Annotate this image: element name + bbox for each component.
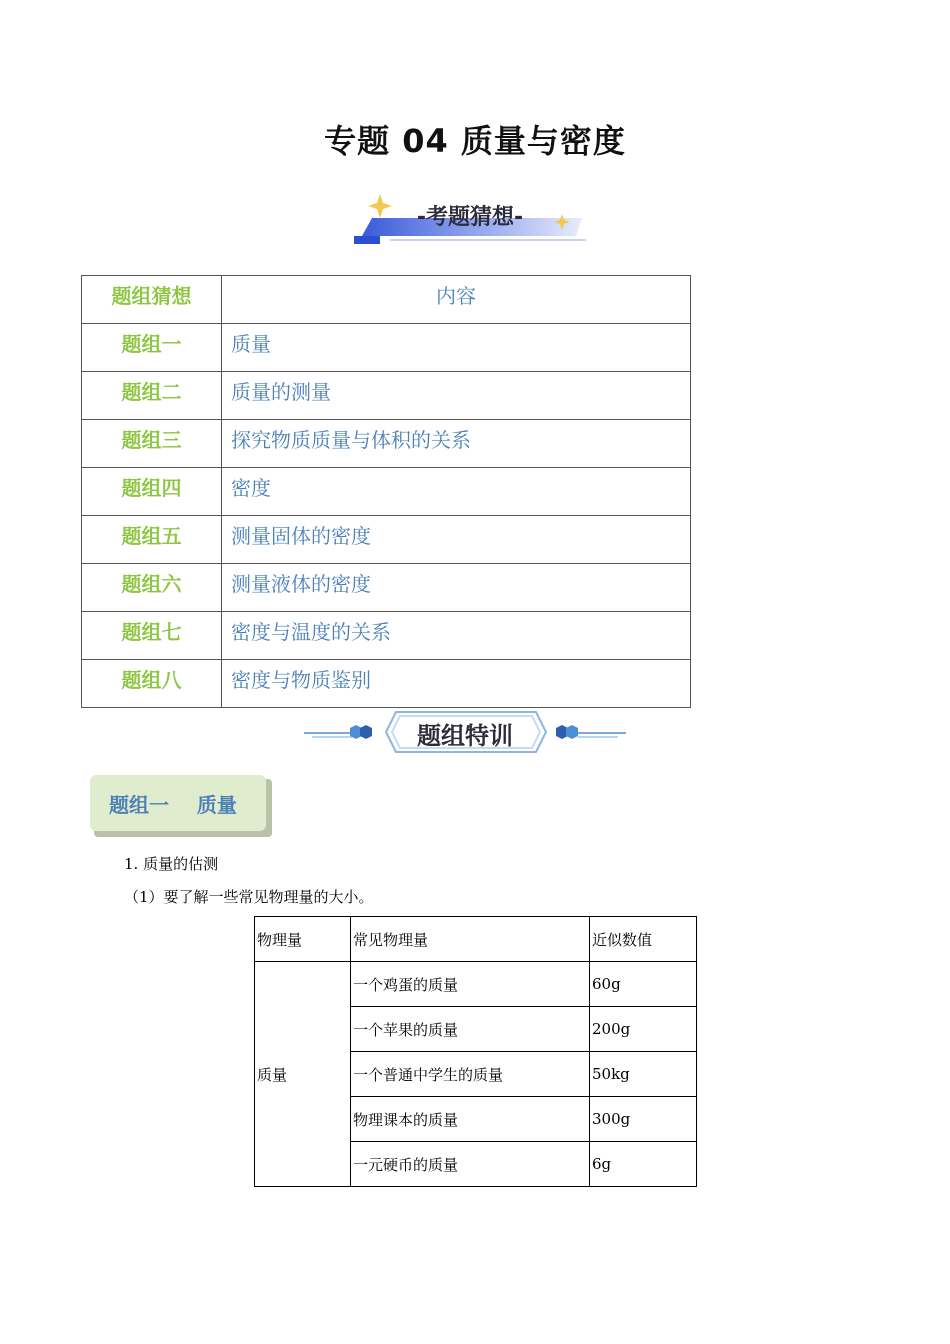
table-row	[82, 516, 691, 564]
item-cell: 物理课本的质量	[351, 1097, 590, 1142]
table-row	[82, 324, 691, 372]
table-row	[82, 420, 691, 468]
item-cell: 一个苹果的质量	[351, 1007, 590, 1052]
item-cell: 一个鸡蛋的质量	[351, 962, 590, 1007]
banner-group-training-label: 题组特训	[417, 722, 513, 750]
item-cell: 一个普通中学生的质量	[351, 1052, 590, 1097]
table-row	[82, 612, 691, 660]
value-cell: 6g	[590, 1142, 697, 1187]
value-cell: 300g	[590, 1097, 697, 1142]
paragraph-mass-estimation: 1. 质量的估测	[124, 855, 219, 873]
quantity-table-header	[255, 917, 697, 962]
section-tab	[90, 775, 272, 837]
content-cell: 密度	[222, 468, 691, 516]
content-cell: 质量的测量	[222, 372, 691, 420]
section-tab-label: 题组一 质量	[109, 793, 237, 817]
table-row	[82, 564, 691, 612]
header-quantity: 物理量	[255, 917, 351, 962]
banner-exam-guess-label: -考题猜想-	[416, 205, 524, 230]
quantity-table	[254, 916, 697, 1187]
group-cell: 题组三	[82, 420, 222, 468]
banner-exam-guess	[350, 188, 590, 248]
content-cell: 测量液体的密度	[222, 564, 691, 612]
header-approx-value: 近似数值	[590, 917, 697, 962]
header-group: 题组猜想	[82, 276, 222, 324]
group-cell: 题组五	[82, 516, 222, 564]
table-row	[82, 468, 691, 516]
value-cell: 50kg	[590, 1052, 697, 1097]
content-cell: 密度与物质鉴别	[222, 660, 691, 708]
group-cell: 题组八	[82, 660, 222, 708]
group-cell: 题组六	[82, 564, 222, 612]
content-cell: 测量固体的密度	[222, 516, 691, 564]
group-cell: 题组四	[82, 468, 222, 516]
table-row	[255, 962, 697, 1007]
content-cell: 质量	[222, 324, 691, 372]
banner-group-training	[300, 704, 630, 760]
value-cell: 60g	[590, 962, 697, 1007]
group-table	[81, 275, 691, 708]
group-table-header	[82, 276, 691, 324]
paragraph-common-quantities: （1）要了解一些常见物理量的大小。	[124, 888, 374, 906]
group-cell: 题组一	[82, 324, 222, 372]
header-common-quantity: 常见物理量	[351, 917, 590, 962]
group-cell: 题组七	[82, 612, 222, 660]
group-cell: 题组二	[82, 372, 222, 420]
value-cell: 200g	[590, 1007, 697, 1052]
table-row	[82, 372, 691, 420]
table-row	[82, 660, 691, 708]
content-cell: 密度与温度的关系	[222, 612, 691, 660]
header-content: 内容	[222, 276, 691, 324]
page-title: 专题 04 质量与密度	[324, 122, 626, 160]
quantity-group-label: 质量	[255, 962, 351, 1187]
content-cell: 探究物质质量与体积的关系	[222, 420, 691, 468]
item-cell: 一元硬币的质量	[351, 1142, 590, 1187]
